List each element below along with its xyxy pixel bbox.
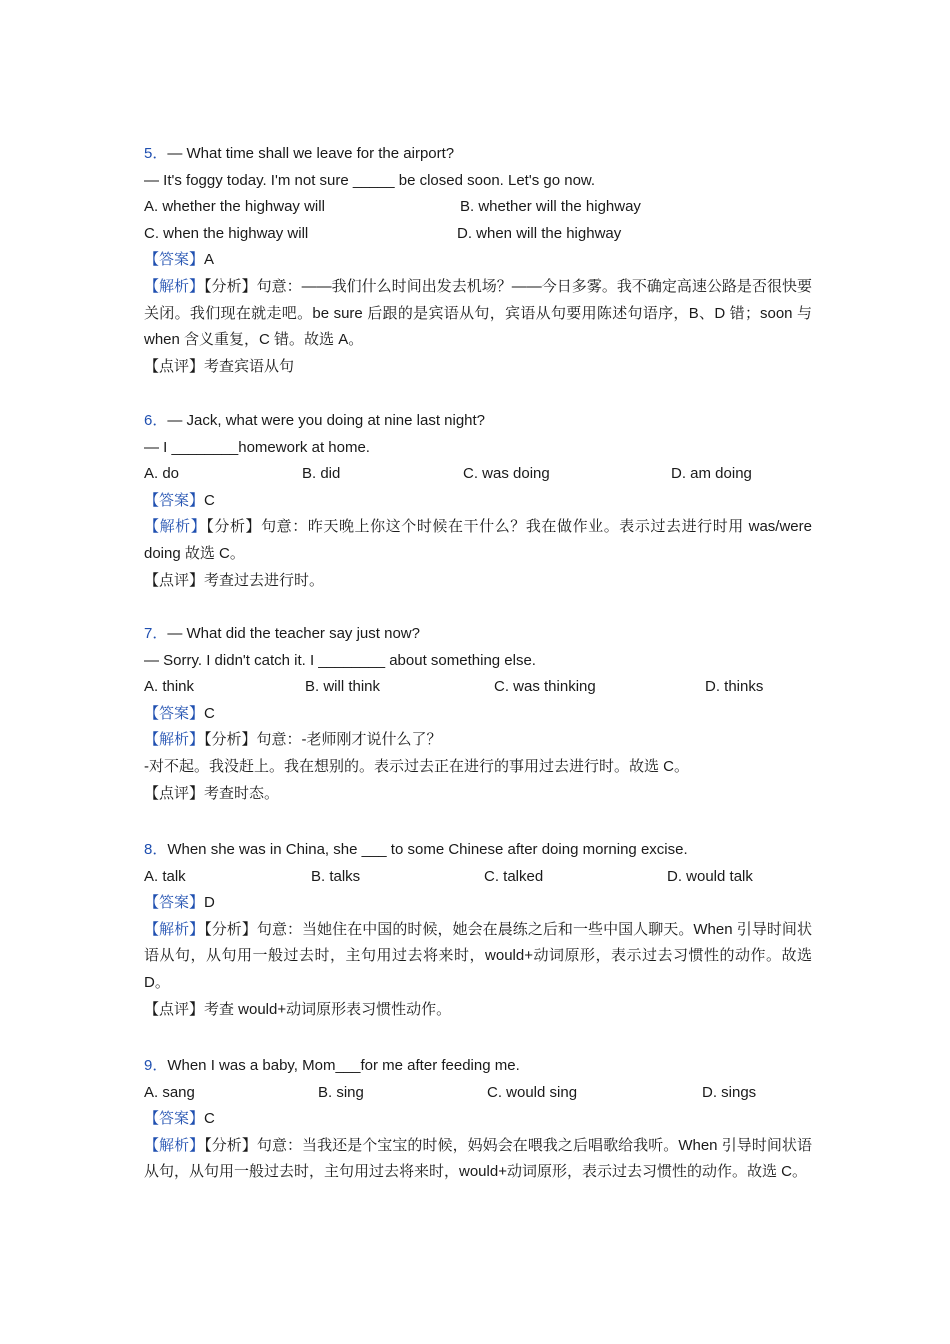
answer-line (144, 890, 812, 917)
options-row (144, 221, 812, 248)
option-a: A. sang (144, 1083, 195, 1101)
comment-line: 【点评】考查宾语从句 (144, 357, 295, 375)
option-d: D. when will the highway (457, 224, 622, 242)
answer-line (144, 701, 812, 728)
analysis-text: 【分析】句意：——我们什么时间出发去机场？——今日多雾。我不确定高速公路是否很快要关闭。我们现在就走吧。be sure 后跟的是宾语从句，宾语从句要用陈述句语序，B、D 错；soon 与 when 含义重复，C 错。故选 A。 (144, 277, 812, 349)
question-number: 5． (144, 145, 168, 162)
answer-line (144, 1106, 812, 1133)
question-number: 9． (144, 1057, 168, 1074)
option-a: A. whether the highway will (144, 198, 325, 216)
option-a: A. talk (144, 867, 186, 885)
question-number: 8． (144, 841, 168, 858)
option-c: C. was doing (463, 465, 550, 483)
option-d: D. thinks (705, 678, 764, 696)
option-b: B. did (302, 465, 341, 483)
answer-tag: 【答案】 (144, 491, 205, 509)
question-stem: 5．— What time shall we leave for the airport? (144, 145, 455, 162)
question-7 (144, 621, 812, 807)
answer-value: C (204, 491, 215, 509)
analysis-text: 【分析】句意：当她住在中国的时候，她会在晨练之后和一些中国人聊天。When 引导时间状语从句，从句用一般过去时，主句用过去将来时，would+动词原形，表示过去习惯性的动作。故选 D。 (144, 920, 812, 991)
answer-value: D (204, 894, 215, 912)
question-6 (144, 408, 812, 594)
option-b: B. talks (311, 867, 361, 885)
option-b: B. whether will the highway (460, 198, 641, 216)
options-row (144, 461, 812, 488)
option-c: C. was thinking (494, 678, 596, 696)
analysis-paragraph (144, 1133, 812, 1186)
analysis-tag: 【解析】 (144, 920, 205, 938)
option-b: B. sing (318, 1083, 364, 1101)
options-row (144, 864, 812, 891)
question-stem: 9．When I was a baby, Mom___for me after feeding me. (144, 1057, 520, 1074)
answer-tag: 【答案】 (144, 1110, 205, 1128)
answer-tag: 【答案】 (144, 704, 205, 722)
question-line: — I ________homework at home. (144, 438, 370, 456)
question-8 (144, 837, 812, 1023)
analysis-paragraph (144, 274, 812, 354)
option-d: D. sings (702, 1083, 757, 1101)
question-stem: 8．When she was in China, she ___ to some Chinese after doing morning excise. (144, 841, 688, 858)
option-b: B. will think (305, 678, 381, 696)
answer-line (144, 488, 812, 515)
analysis-line: -对不起。我没赶上。我在想别的。表示过去正在进行的事用过去进行时。故选 C。 (144, 757, 689, 775)
analysis-paragraph (144, 917, 812, 997)
options-row (144, 194, 812, 221)
question-line: — It's foggy today. I'm not sure _____ be closed soon. Let's go now. (144, 171, 596, 189)
analysis-line (144, 727, 812, 754)
question-5 (144, 141, 812, 380)
comment-line: 【点评】考查过去进行时。 (144, 571, 325, 589)
comment-line: 【点评】考查时态。 (144, 784, 280, 802)
options-row (144, 1080, 812, 1107)
question-number: 6． (144, 412, 168, 429)
question-line: — Sorry. I didn't catch it. I ________ about something else. (144, 651, 536, 669)
analysis-tag: 【解析】 (144, 731, 205, 749)
analysis-text: 【分析】句意：当我还是个宝宝的时候，妈妈会在喂我之后唱歌给我听。When 引导时间状语从句，从句用一般过去时，主句用过去将来时，would+动词原形，表示过去习惯性的动作。故选 C。 (144, 1136, 812, 1181)
option-c: C. would sing (487, 1083, 578, 1101)
analysis-text: 【分析】句意：-老师刚才说什么了？ (204, 731, 442, 749)
option-c: C. talked (484, 867, 544, 885)
option-d: D. am doing (671, 465, 752, 483)
question-stem: 7．— What did the teacher say just now? (144, 625, 420, 642)
answer-value: C (204, 1110, 215, 1128)
option-c: C. when the highway will (144, 224, 309, 242)
answer-value: A (204, 251, 215, 269)
question-number: 7． (144, 625, 168, 642)
analysis-paragraph (144, 514, 812, 567)
question-9 (144, 1053, 812, 1186)
option-a: A. do (144, 465, 180, 483)
analysis-tag: 【解析】 (144, 518, 207, 536)
analysis-tag: 【解析】 (144, 277, 205, 295)
options-row (144, 674, 812, 701)
comment-line: 【点评】考查 would+动词原形表习惯性动作。 (144, 1000, 452, 1018)
answer-tag: 【答案】 (144, 894, 205, 912)
answer-value: C (204, 704, 215, 722)
analysis-tag: 【解析】 (144, 1136, 205, 1154)
answer-tag: 【答案】 (144, 251, 205, 269)
answer-line (144, 247, 812, 274)
analysis-text: 【分析】句意：昨天晚上你这个时候在干什么？我在做作业。表示过去进行时用 was/were doing 故选 C。 (144, 518, 812, 562)
option-d: D. would talk (667, 867, 753, 885)
question-stem: 6．— Jack, what were you doing at nine last night? (144, 412, 486, 429)
option-a: A. think (144, 678, 195, 696)
